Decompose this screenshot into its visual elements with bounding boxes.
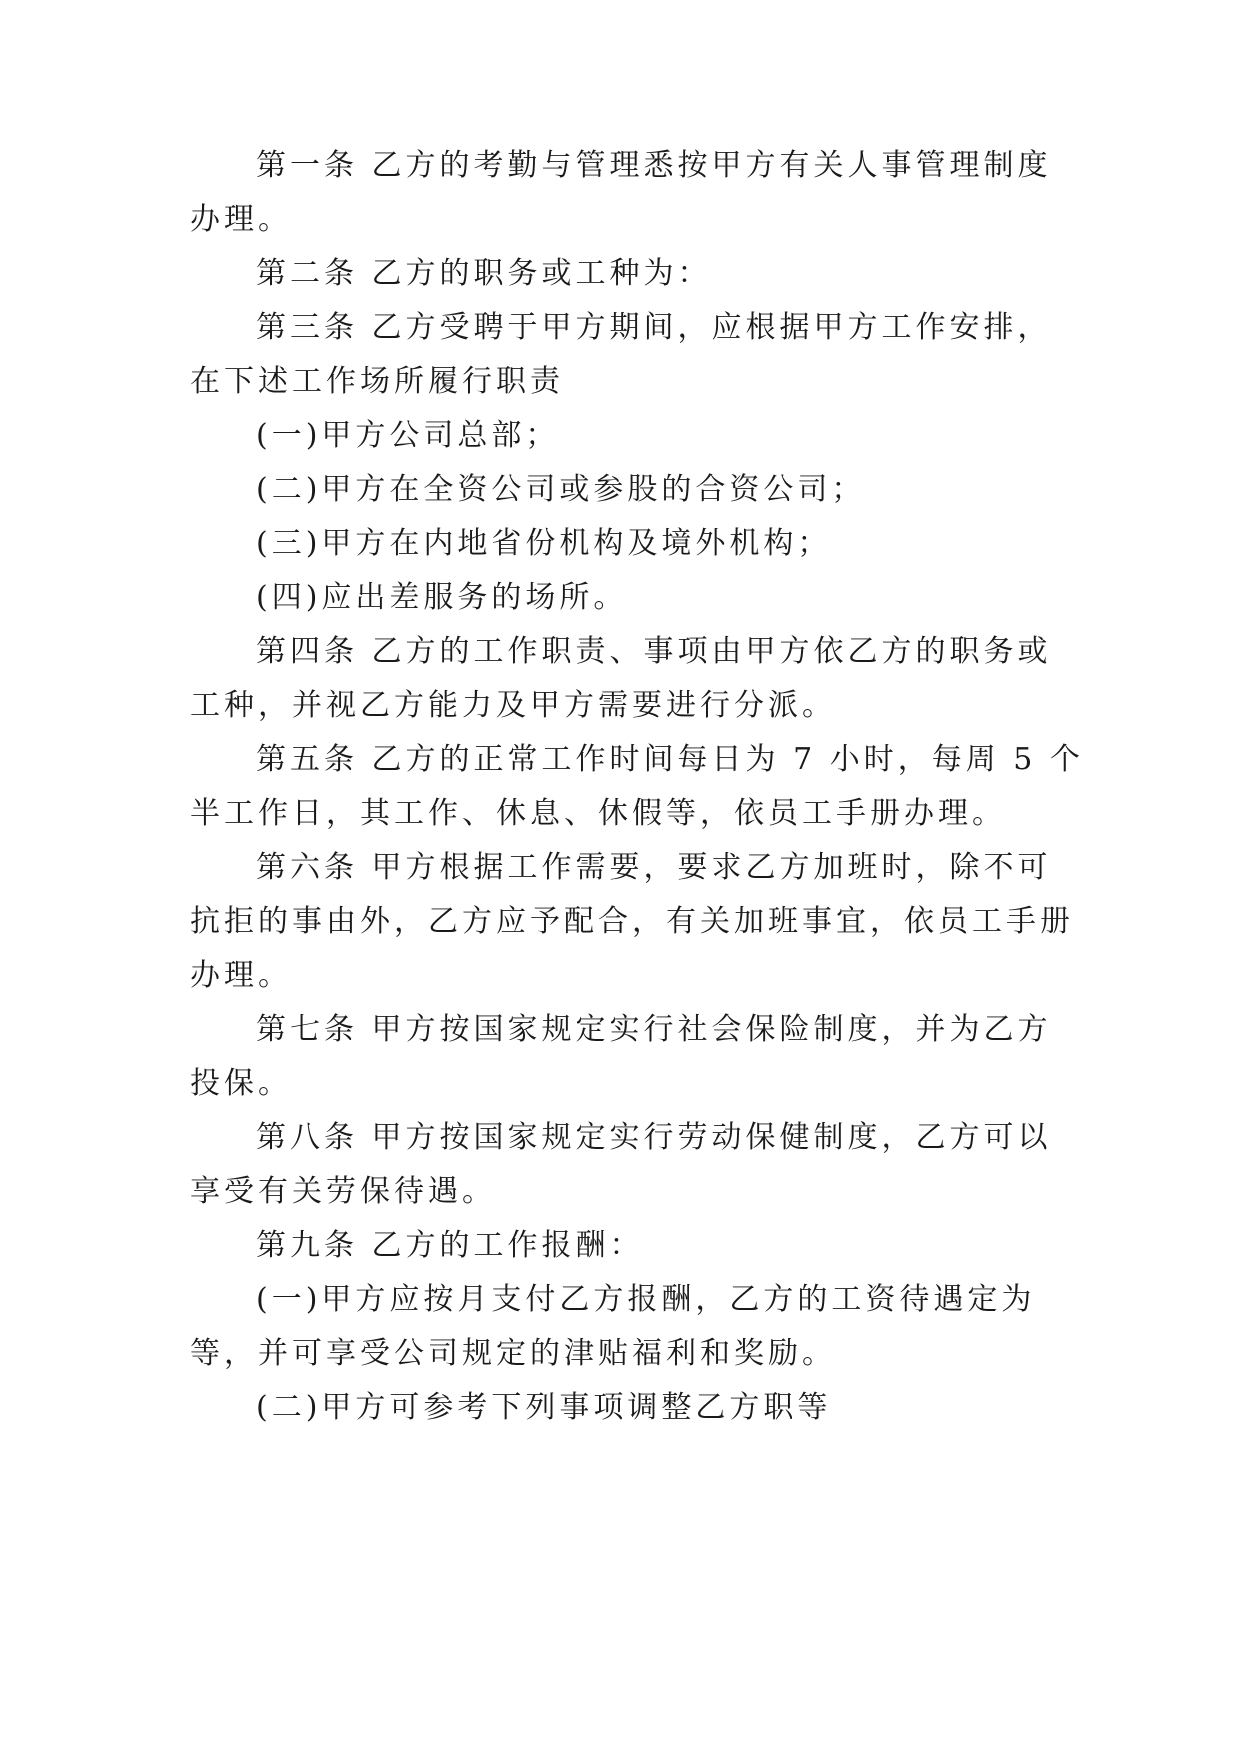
article-8-line-2: 享受有关劳保待遇。	[190, 1174, 496, 1209]
article-5-line-1: 第五条 乙方的正常工作时间每日为 7 小时，每周 5 个	[256, 742, 1084, 777]
article-2-line-1: 第二条 乙方的职务或工种为：	[256, 256, 712, 291]
list-item-4: (四)应出差服务的场所。	[256, 580, 628, 615]
article-1-line-2: 办理。	[190, 202, 292, 237]
list-item-1: (一)甲方公司总部；	[256, 418, 560, 453]
article-6-line-3: 办理。	[190, 958, 292, 993]
article-4-line-1: 第四条 乙方的工作职责、事项由甲方依乙方的职务或	[256, 634, 1052, 669]
article-9-line-1: 第九条 乙方的工作报酬：	[256, 1228, 644, 1263]
article-1-line-1: 第一条 乙方的考勤与管理悉按甲方有关人事管理制度	[256, 148, 1052, 183]
article-7-line-1: 第七条 甲方按国家规定实行社会保险制度，并为乙方	[256, 1012, 1052, 1047]
article-8-line-1: 第八条 甲方按国家规定实行劳动保健制度，乙方可以	[256, 1120, 1052, 1155]
article-4-line-2: 工种，并视乙方能力及甲方需要进行分派。	[190, 688, 836, 723]
article-7-line-2: 投保。	[190, 1066, 292, 1101]
list-item-2: (二)甲方在全资公司或参股的合资公司；	[256, 472, 866, 507]
article-5-line-2: 半工作日，其工作、休息、休假等，依员工手册办理。	[190, 796, 1006, 831]
article-3-line-2: 在下述工作场所履行职责	[190, 364, 564, 399]
sub-item-1-line-1: (一)甲方应按月支付乙方报酬，乙方的工资待遇定为	[256, 1282, 1036, 1317]
article-6-line-2: 抗拒的事由外，乙方应予配合，有关加班事宜，依员工手册	[190, 904, 1074, 939]
sub-item-2-line-1: (二)甲方可参考下列事项调整乙方职等	[256, 1390, 832, 1425]
list-item-3: (三)甲方在内地省份机构及境外机构；	[256, 526, 832, 561]
article-3-line-1: 第三条 乙方受聘于甲方期间，应根据甲方工作安排，	[256, 310, 1052, 345]
article-6-line-1: 第六条 甲方根据工作需要，要求乙方加班时，除不可	[256, 850, 1052, 885]
sub-item-1-line-2: 等，并可享受公司规定的津贴福利和奖励。	[190, 1336, 836, 1371]
